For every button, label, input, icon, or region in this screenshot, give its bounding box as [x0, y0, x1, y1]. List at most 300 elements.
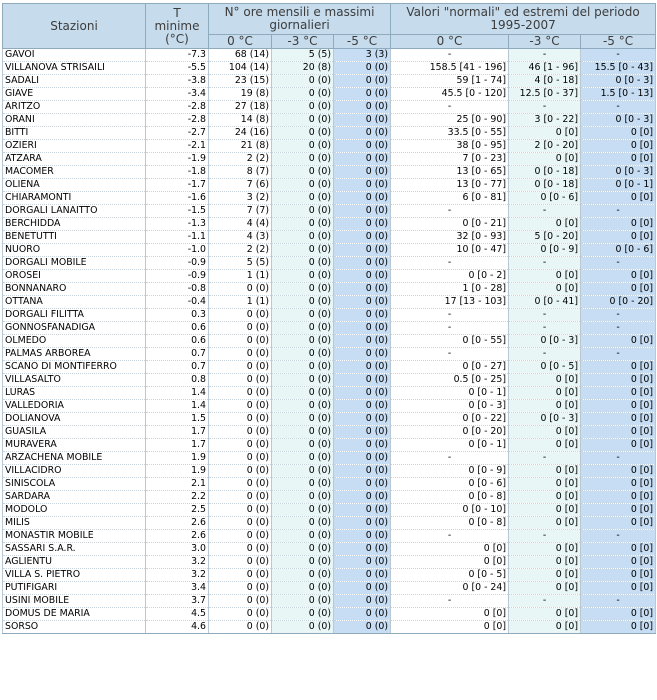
hours-minus3c-cell: 0 (0): [272, 231, 334, 244]
hours-0c-cell: 0 (0): [209, 556, 272, 569]
hours-minus5c-cell: 0 (0): [334, 426, 391, 439]
hours-minus3c-cell: 0 (0): [272, 127, 334, 140]
tmin-cell: -1.3: [146, 218, 209, 231]
hours-minus5c-cell: 0 (0): [334, 62, 391, 75]
hours-minus5c-cell: 0 (0): [334, 283, 391, 296]
normal-minus5c-cell: 0 [0]: [581, 218, 656, 231]
normal-minus3c-cell: -: [509, 101, 581, 114]
hours-minus3c-cell: 0 (0): [272, 335, 334, 348]
normal-0c-cell: 0 [0 - 10]: [391, 504, 509, 517]
hours-minus3c-cell: 0 (0): [272, 595, 334, 608]
normal-0c-cell: 0 [0 - 1]: [391, 387, 509, 400]
hours-minus3c-cell: 0 (0): [272, 582, 334, 595]
tmin-cell: 3.7: [146, 595, 209, 608]
normal-minus5c-cell: 0 [0]: [581, 439, 656, 452]
normal-minus5c-cell: 0 [0 - 3]: [581, 75, 656, 88]
normal-minus3c-cell: 0 [0 - 18]: [509, 179, 581, 192]
normal-minus5c-cell: 0 [0 - 1]: [581, 179, 656, 192]
table-row: [3, 491, 656, 504]
tmin-cell: -3.8: [146, 75, 209, 88]
normal-minus5c-cell: 0 [0 - 3]: [581, 114, 656, 127]
normal-0c-cell: 0 [0 - 5]: [391, 569, 509, 582]
hours-0c-cell: 14 (8): [209, 114, 272, 127]
header-hours-group: N° ore mensili e massimi giornalieri: [209, 4, 391, 35]
normal-0c-cell: -: [391, 348, 509, 361]
header-normals-0c: 0 °C: [391, 35, 509, 49]
hours-minus3c-cell: 0 (0): [272, 426, 334, 439]
table-row: [3, 426, 656, 439]
normal-0c-cell: 0 [0 - 8]: [391, 491, 509, 504]
normal-minus5c-cell: 0 [0]: [581, 556, 656, 569]
tmin-cell: -2.8: [146, 101, 209, 114]
normal-0c-cell: 10 [0 - 47]: [391, 244, 509, 257]
normal-minus5c-cell: 0 [0]: [581, 478, 656, 491]
hours-minus3c-cell: 0 (0): [272, 179, 334, 192]
tmin-cell: -2.1: [146, 140, 209, 153]
station-name-cell: VILLASALTO: [3, 374, 146, 387]
table-row: [3, 101, 656, 114]
hours-0c-cell: 0 (0): [209, 504, 272, 517]
station-name-cell: SCANO DI MONTIFERRO: [3, 361, 146, 374]
hours-0c-cell: 0 (0): [209, 530, 272, 543]
normal-0c-cell: 158.5 [41 - 196]: [391, 62, 509, 75]
normal-0c-cell: 17 [13 - 103]: [391, 296, 509, 309]
station-name-cell: GONNOSFANADIGA: [3, 322, 146, 335]
normal-0c-cell: -: [391, 205, 509, 218]
hours-minus3c-cell: 0 (0): [272, 166, 334, 179]
normal-minus3c-cell: -: [509, 595, 581, 608]
tmin-cell: 0.3: [146, 309, 209, 322]
normal-minus3c-cell: 0 [0]: [509, 491, 581, 504]
station-name-cell: DORGALI FILITTA: [3, 309, 146, 322]
hours-minus5c-cell: 0 (0): [334, 621, 391, 634]
table-row: [3, 582, 656, 595]
table-body: [3, 49, 656, 634]
hours-minus3c-cell: 0 (0): [272, 608, 334, 621]
hours-minus3c-cell: 0 (0): [272, 361, 334, 374]
hours-minus3c-cell: 0 (0): [272, 75, 334, 88]
tmin-cell: 1.7: [146, 439, 209, 452]
hours-minus5c-cell: 0 (0): [334, 309, 391, 322]
normal-minus5c-cell: 0 [0 - 3]: [581, 166, 656, 179]
hours-0c-cell: 7 (6): [209, 179, 272, 192]
station-name-cell: OZIERI: [3, 140, 146, 153]
hours-minus5c-cell: 0 (0): [334, 88, 391, 101]
station-name-cell: NUORO: [3, 244, 146, 257]
hours-minus3c-cell: 0 (0): [272, 387, 334, 400]
normal-minus5c-cell: -: [581, 257, 656, 270]
normal-minus3c-cell: 2 [0 - 20]: [509, 140, 581, 153]
normal-minus3c-cell: -: [509, 452, 581, 465]
tmin-cell: 2.6: [146, 530, 209, 543]
normal-minus3c-cell: 5 [0 - 20]: [509, 231, 581, 244]
table-row: [3, 543, 656, 556]
normal-minus5c-cell: 0 [0]: [581, 400, 656, 413]
normal-minus5c-cell: 0 [0]: [581, 608, 656, 621]
hours-minus3c-cell: 5 (5): [272, 49, 334, 62]
normal-minus3c-cell: 0 [0]: [509, 543, 581, 556]
normal-0c-cell: 0 [0 - 21]: [391, 218, 509, 231]
hours-minus5c-cell: 0 (0): [334, 374, 391, 387]
hours-0c-cell: 4 (3): [209, 231, 272, 244]
tmin-cell: 3.2: [146, 556, 209, 569]
tmin-cell: 0.7: [146, 348, 209, 361]
normal-0c-cell: 0 [0 - 1]: [391, 439, 509, 452]
tmin-cell: 3.0: [146, 543, 209, 556]
hours-0c-cell: 0 (0): [209, 413, 272, 426]
hours-0c-cell: 0 (0): [209, 608, 272, 621]
hours-minus5c-cell: 0 (0): [334, 153, 391, 166]
table-row: [3, 569, 656, 582]
station-name-cell: MODOLO: [3, 504, 146, 517]
tmin-cell: 0.8: [146, 374, 209, 387]
station-name-cell: VILLANOVA STRISAILI: [3, 62, 146, 75]
hours-minus3c-cell: 0 (0): [272, 374, 334, 387]
hours-minus3c-cell: 0 (0): [272, 283, 334, 296]
station-name-cell: SARDARA: [3, 491, 146, 504]
tmin-cell: 3.4: [146, 582, 209, 595]
tmin-cell: 1.4: [146, 387, 209, 400]
normal-minus3c-cell: 0 [0]: [509, 439, 581, 452]
station-name-cell: OLIENA: [3, 179, 146, 192]
normal-minus5c-cell: 0 [0 - 6]: [581, 244, 656, 257]
tmin-cell: -1.6: [146, 192, 209, 205]
table-row: [3, 478, 656, 491]
normal-0c-cell: -: [391, 309, 509, 322]
tmin-cell: 3.2: [146, 569, 209, 582]
normal-0c-cell: -: [391, 530, 509, 543]
table-row: [3, 530, 656, 543]
normal-minus3c-cell: 0 [0]: [509, 608, 581, 621]
station-name-cell: GIAVE: [3, 88, 146, 101]
normal-0c-cell: -: [391, 49, 509, 62]
station-name-cell: MONASTIR MOBILE: [3, 530, 146, 543]
normal-minus5c-cell: 0 [0]: [581, 569, 656, 582]
normal-0c-cell: 0 [0]: [391, 543, 509, 556]
hours-minus5c-cell: 0 (0): [334, 595, 391, 608]
hours-minus5c-cell: 0 (0): [334, 504, 391, 517]
station-name-cell: BERCHIDDA: [3, 218, 146, 231]
hours-minus5c-cell: 0 (0): [334, 140, 391, 153]
station-name-cell: MURAVERA: [3, 439, 146, 452]
hours-minus3c-cell: 0 (0): [272, 400, 334, 413]
hours-minus5c-cell: 0 (0): [334, 478, 391, 491]
hours-minus3c-cell: 0 (0): [272, 270, 334, 283]
normal-minus3c-cell: -: [509, 257, 581, 270]
table-row: [3, 361, 656, 374]
normal-minus5c-cell: -: [581, 348, 656, 361]
normal-0c-cell: 0.5 [0 - 25]: [391, 374, 509, 387]
normal-0c-cell: 0 [0]: [391, 556, 509, 569]
hours-minus5c-cell: 0 (0): [334, 166, 391, 179]
tmin-cell: -7.3: [146, 49, 209, 62]
hours-minus3c-cell: 0 (0): [272, 465, 334, 478]
hours-minus5c-cell: 0 (0): [334, 439, 391, 452]
normal-0c-cell: 0 [0]: [391, 608, 509, 621]
hours-minus5c-cell: 0 (0): [334, 257, 391, 270]
normal-minus3c-cell: 12.5 [0 - 37]: [509, 88, 581, 101]
hours-minus5c-cell: 0 (0): [334, 244, 391, 257]
normal-minus5c-cell: -: [581, 595, 656, 608]
normal-minus3c-cell: 0 [0]: [509, 621, 581, 634]
hours-minus3c-cell: 0 (0): [272, 413, 334, 426]
tmin-cell: 0.6: [146, 335, 209, 348]
hours-0c-cell: 19 (8): [209, 88, 272, 101]
header-stations: Stazioni: [3, 4, 146, 49]
hours-minus5c-cell: 0 (0): [334, 543, 391, 556]
normal-minus3c-cell: 0 [0 - 6]: [509, 192, 581, 205]
normal-minus5c-cell: -: [581, 322, 656, 335]
tmin-cell: -1.8: [146, 166, 209, 179]
table-row: [3, 374, 656, 387]
normal-minus5c-cell: -: [581, 205, 656, 218]
tmin-cell: 1.7: [146, 426, 209, 439]
table-row: [3, 413, 656, 426]
table-row: [3, 452, 656, 465]
normal-0c-cell: 33.5 [0 - 55]: [391, 127, 509, 140]
table-row: [3, 49, 656, 62]
table-row: [3, 244, 656, 257]
normal-0c-cell: 7 [0 - 23]: [391, 153, 509, 166]
normal-minus3c-cell: 0 [0]: [509, 374, 581, 387]
normal-minus3c-cell: 0 [0 - 9]: [509, 244, 581, 257]
normal-minus5c-cell: 0 [0]: [581, 426, 656, 439]
hours-0c-cell: 1 (1): [209, 296, 272, 309]
normal-minus3c-cell: 0 [0]: [509, 478, 581, 491]
table-row: [3, 595, 656, 608]
station-name-cell: AGLIENTU: [3, 556, 146, 569]
table-row: [3, 75, 656, 88]
hours-0c-cell: 0 (0): [209, 595, 272, 608]
hours-minus3c-cell: 0 (0): [272, 140, 334, 153]
hours-minus5c-cell: 0 (0): [334, 101, 391, 114]
normal-0c-cell: 32 [0 - 93]: [391, 231, 509, 244]
hours-0c-cell: 0 (0): [209, 621, 272, 634]
normal-minus5c-cell: -: [581, 452, 656, 465]
normal-minus3c-cell: 0 [0 - 5]: [509, 361, 581, 374]
normal-minus3c-cell: 0 [0]: [509, 517, 581, 530]
table-row: [3, 270, 656, 283]
normal-minus5c-cell: 0 [0]: [581, 543, 656, 556]
normal-0c-cell: 0 [0 - 2]: [391, 270, 509, 283]
normal-0c-cell: -: [391, 322, 509, 335]
table-row: [3, 439, 656, 452]
hours-minus5c-cell: 3 (3): [334, 49, 391, 62]
table-row: [3, 517, 656, 530]
hours-0c-cell: 2 (2): [209, 244, 272, 257]
station-name-cell: GAVOI: [3, 49, 146, 62]
tmin-cell: 0.7: [146, 361, 209, 374]
header-normals-group: Valori "normali" ed estremi del periodo 1995-2007: [391, 4, 656, 35]
table-row: [3, 205, 656, 218]
normal-minus5c-cell: -: [581, 49, 656, 62]
hours-0c-cell: 3 (2): [209, 192, 272, 205]
hours-0c-cell: 23 (15): [209, 75, 272, 88]
normal-minus3c-cell: -: [509, 49, 581, 62]
normal-minus5c-cell: 0 [0]: [581, 582, 656, 595]
hours-minus5c-cell: 0 (0): [334, 127, 391, 140]
normal-minus3c-cell: 0 [0]: [509, 153, 581, 166]
table-row: [3, 257, 656, 270]
table-row: [3, 88, 656, 101]
normal-minus3c-cell: 0 [0]: [509, 465, 581, 478]
hours-minus5c-cell: 0 (0): [334, 491, 391, 504]
station-name-cell: SADALI: [3, 75, 146, 88]
hours-minus3c-cell: 0 (0): [272, 621, 334, 634]
header-normals-minus3c: -3 °C: [509, 35, 581, 49]
hours-0c-cell: 0 (0): [209, 309, 272, 322]
hours-0c-cell: 0 (0): [209, 465, 272, 478]
hours-0c-cell: 0 (0): [209, 569, 272, 582]
hours-minus5c-cell: 0 (0): [334, 413, 391, 426]
hours-minus5c-cell: 0 (0): [334, 556, 391, 569]
normal-minus5c-cell: -: [581, 101, 656, 114]
normal-minus5c-cell: 0 [0]: [581, 374, 656, 387]
normal-minus3c-cell: 3 [0 - 22]: [509, 114, 581, 127]
hours-minus5c-cell: 0 (0): [334, 452, 391, 465]
hours-minus5c-cell: 0 (0): [334, 218, 391, 231]
station-name-cell: SASSARI S.A.R.: [3, 543, 146, 556]
tmin-cell: 1.5: [146, 413, 209, 426]
hours-0c-cell: 0 (0): [209, 426, 272, 439]
table-row: [3, 322, 656, 335]
normal-minus3c-cell: 0 [0]: [509, 400, 581, 413]
table-row: [3, 166, 656, 179]
table-row: [3, 387, 656, 400]
table-row: [3, 348, 656, 361]
normal-0c-cell: 0 [0 - 55]: [391, 335, 509, 348]
hours-minus5c-cell: 0 (0): [334, 270, 391, 283]
hours-0c-cell: 0 (0): [209, 517, 272, 530]
table-row: [3, 127, 656, 140]
normal-minus5c-cell: 0 [0]: [581, 361, 656, 374]
hours-0c-cell: 0 (0): [209, 452, 272, 465]
hours-0c-cell: 0 (0): [209, 348, 272, 361]
tmin-cell: 4.6: [146, 621, 209, 634]
table-row: [3, 114, 656, 127]
hours-minus5c-cell: 0 (0): [334, 608, 391, 621]
table-row: [3, 309, 656, 322]
station-name-cell: DOLIANOVA: [3, 413, 146, 426]
hours-minus3c-cell: 0 (0): [272, 153, 334, 166]
hours-0c-cell: 2 (2): [209, 153, 272, 166]
hours-0c-cell: 0 (0): [209, 582, 272, 595]
table-row: [3, 140, 656, 153]
normal-0c-cell: 0 [0 - 9]: [391, 465, 509, 478]
tmin-cell: 0.6: [146, 322, 209, 335]
normal-minus5c-cell: 0 [0]: [581, 192, 656, 205]
tmin-cell: 1.4: [146, 400, 209, 413]
normal-0c-cell: 0 [0]: [391, 621, 509, 634]
header-normals-minus5c: -5 °C: [581, 35, 656, 49]
station-name-cell: BITTI: [3, 127, 146, 140]
tmin-cell: -1.0: [146, 244, 209, 257]
hours-0c-cell: 4 (4): [209, 218, 272, 231]
hours-minus5c-cell: 0 (0): [334, 335, 391, 348]
hours-minus3c-cell: 0 (0): [272, 114, 334, 127]
normal-minus5c-cell: 0 [0]: [581, 413, 656, 426]
header-hours-0c: 0 °C: [209, 35, 272, 49]
table-row: [3, 62, 656, 75]
hours-minus3c-cell: 0 (0): [272, 543, 334, 556]
hours-minus5c-cell: 0 (0): [334, 387, 391, 400]
hours-minus3c-cell: 0 (0): [272, 452, 334, 465]
frost-hours-table: [2, 3, 656, 634]
table-row: [3, 400, 656, 413]
normal-minus3c-cell: 0 [0]: [509, 218, 581, 231]
station-name-cell: DOMUS DE MARIA: [3, 608, 146, 621]
station-name-cell: BONNANARO: [3, 283, 146, 296]
normal-0c-cell: 38 [0 - 95]: [391, 140, 509, 153]
hours-minus3c-cell: 0 (0): [272, 296, 334, 309]
station-name-cell: LURAS: [3, 387, 146, 400]
normal-minus3c-cell: 0 [0]: [509, 270, 581, 283]
hours-minus3c-cell: 0 (0): [272, 101, 334, 114]
hours-minus3c-cell: 0 (0): [272, 348, 334, 361]
hours-0c-cell: 0 (0): [209, 374, 272, 387]
normal-minus5c-cell: 0 [0]: [581, 283, 656, 296]
hours-minus3c-cell: 0 (0): [272, 257, 334, 270]
normal-0c-cell: 59 [1 - 74]: [391, 75, 509, 88]
table-row: [3, 283, 656, 296]
hours-0c-cell: 68 (14): [209, 49, 272, 62]
normal-minus3c-cell: 4 [0 - 18]: [509, 75, 581, 88]
tmin-cell: -1.1: [146, 231, 209, 244]
normal-minus5c-cell: 0 [0]: [581, 127, 656, 140]
normal-0c-cell: 0 [0 - 6]: [391, 478, 509, 491]
normal-minus3c-cell: 0 [0]: [509, 582, 581, 595]
hours-minus3c-cell: 0 (0): [272, 491, 334, 504]
table-row: [3, 608, 656, 621]
tmin-cell: 2.2: [146, 491, 209, 504]
station-name-cell: DORGALI LANAITTO: [3, 205, 146, 218]
hours-minus5c-cell: 0 (0): [334, 361, 391, 374]
tmin-cell: 2.1: [146, 478, 209, 491]
hours-minus3c-cell: 0 (0): [272, 517, 334, 530]
tmin-cell: -0.4: [146, 296, 209, 309]
table-row: [3, 218, 656, 231]
normal-minus3c-cell: 46 [1 - 96]: [509, 62, 581, 75]
hours-minus3c-cell: 0 (0): [272, 205, 334, 218]
hours-0c-cell: 8 (7): [209, 166, 272, 179]
hours-0c-cell: 7 (7): [209, 205, 272, 218]
normal-0c-cell: 0 [0 - 8]: [391, 517, 509, 530]
station-name-cell: MACOMER: [3, 166, 146, 179]
station-name-cell: VILLACIDRO: [3, 465, 146, 478]
hours-minus3c-cell: 0 (0): [272, 218, 334, 231]
normal-minus3c-cell: 0 [0]: [509, 556, 581, 569]
normal-minus3c-cell: 0 [0 - 3]: [509, 413, 581, 426]
normal-minus3c-cell: -: [509, 309, 581, 322]
table-row: [3, 179, 656, 192]
hours-0c-cell: 5 (5): [209, 257, 272, 270]
hours-0c-cell: 0 (0): [209, 439, 272, 452]
tmin-cell: -2.7: [146, 127, 209, 140]
hours-0c-cell: 0 (0): [209, 335, 272, 348]
normal-minus3c-cell: 0 [0]: [509, 504, 581, 517]
normal-0c-cell: 0 [0 - 22]: [391, 413, 509, 426]
station-name-cell: USINI MOBILE: [3, 595, 146, 608]
station-name-cell: SINISCOLA: [3, 478, 146, 491]
normal-0c-cell: 25 [0 - 90]: [391, 114, 509, 127]
normal-minus5c-cell: 0 [0]: [581, 270, 656, 283]
normal-minus5c-cell: 0 [0]: [581, 153, 656, 166]
normal-minus3c-cell: 0 [0]: [509, 127, 581, 140]
station-name-cell: OLMEDO: [3, 335, 146, 348]
hours-0c-cell: 0 (0): [209, 387, 272, 400]
hours-minus5c-cell: 0 (0): [334, 569, 391, 582]
header-tmin: T minime (°C): [146, 4, 209, 49]
